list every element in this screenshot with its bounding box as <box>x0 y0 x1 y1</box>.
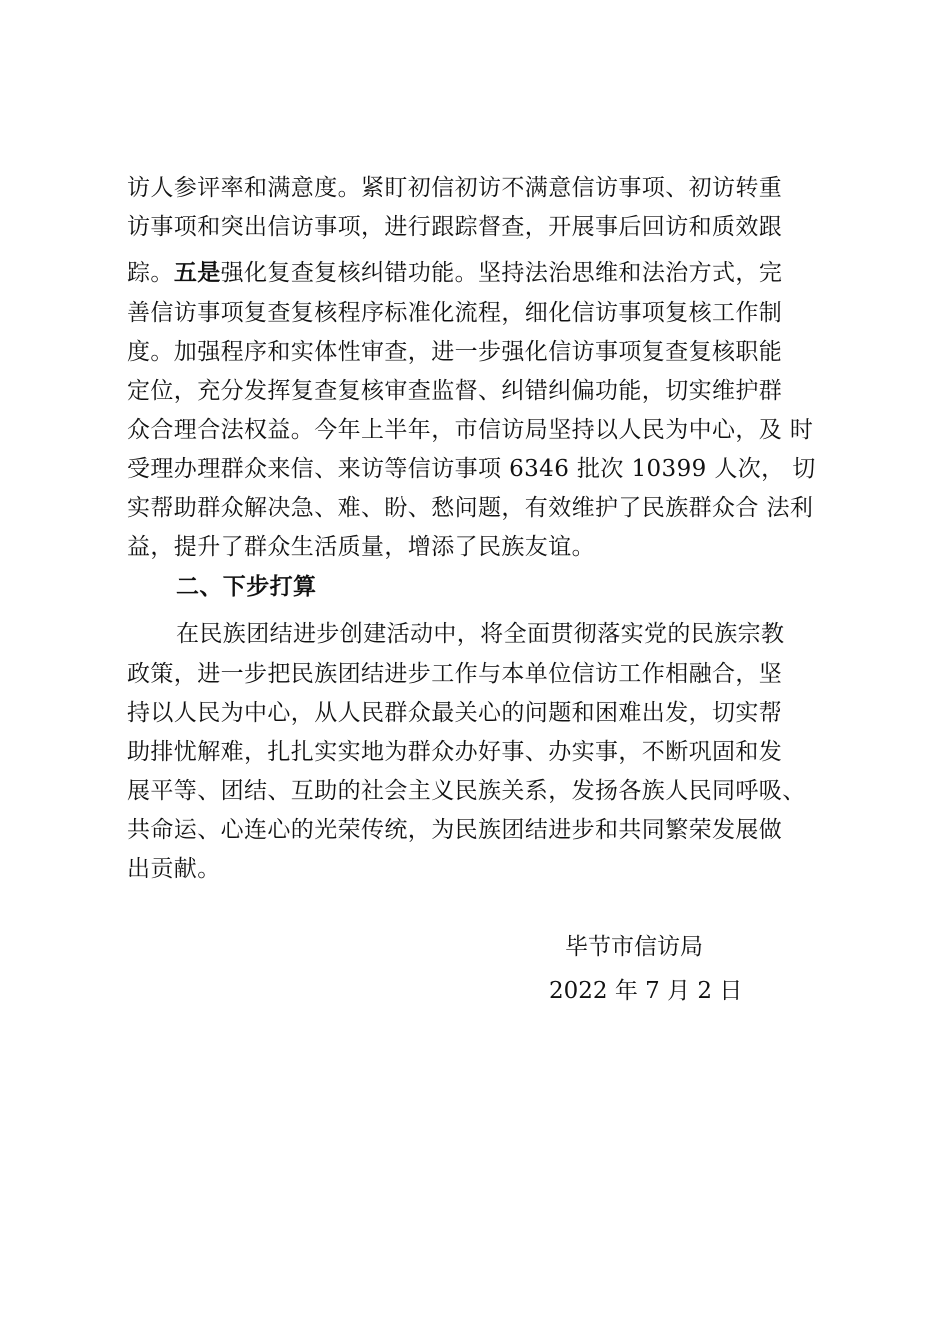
para2-line-4: 助排忧解难，扎扎实实地为群众办好事、办实事，不断巩固和发 <box>127 739 783 765</box>
body-line-3 <box>127 258 782 288</box>
body-line-6: 定位，充分发挥复查复核审查监督、纠错纠偏功能，切实维护群 <box>127 378 783 404</box>
body-line-2: 访事项和突出信访事项，进行跟踪督查，开展事后回访和质效跟 <box>127 214 783 240</box>
para2-line-6: 共命运、心连心的光荣传统，为民族团结进步和共同繁荣发展做 <box>127 817 783 843</box>
para2-line-2: 政策，进一步把民族团结进步工作与本单位信访工作相融合，坚 <box>127 661 783 687</box>
body-line-7: 众合理合法权益。今年上半年，市信访局坚持以人民为中心，及 时 <box>127 417 814 443</box>
body-line-8: 受理办理群众来信、来访等信访事项 6346 批次 10399 人次， 切 <box>127 456 816 482</box>
para2-line-1: 在民族团结进步创建活动中，将全面贯彻落实党的民族宗教 <box>176 621 785 647</box>
body-line-1: 访人参评率和满意度。紧盯初信初访不满意信访事项、初访转重 <box>127 175 783 201</box>
section-heading: 二、下步打算 <box>176 574 317 600</box>
signature-date: 2022 年 7 月 2 日 <box>549 978 743 1004</box>
para2-line-3: 持以人民为中心，从人民群众最关心的问题和困难出发，切实帮 <box>127 700 783 726</box>
signature-organization: 毕节市信访局 <box>565 934 703 960</box>
point-five-label: 五是 <box>173 260 221 286</box>
para2-line-5: 展平等、团结、互助的社会主义民族关系，发扬各族人民同呼吸、 <box>127 778 806 804</box>
body-line-3-rest: 强化复查复核纠错功能。坚持法治思维和法治方式，完 <box>220 260 783 286</box>
body-line-3-prefix: 踪。 <box>127 260 174 286</box>
para2-line-7: 出贡献。 <box>127 856 221 882</box>
body-line-4: 善信访事项复查复核程序标准化流程，细化信访事项复核工作制 <box>127 300 783 326</box>
body-line-10: 益，提升了群众生活质量，增添了民族友谊。 <box>127 534 595 560</box>
body-line-5: 度。加强程序和实体性审查，进一步强化信访事项复查复核职能 <box>127 339 783 365</box>
body-line-9: 实帮助群众解决急、难、盼、愁问题，有效维护了民族群众合 法利 <box>127 495 814 521</box>
